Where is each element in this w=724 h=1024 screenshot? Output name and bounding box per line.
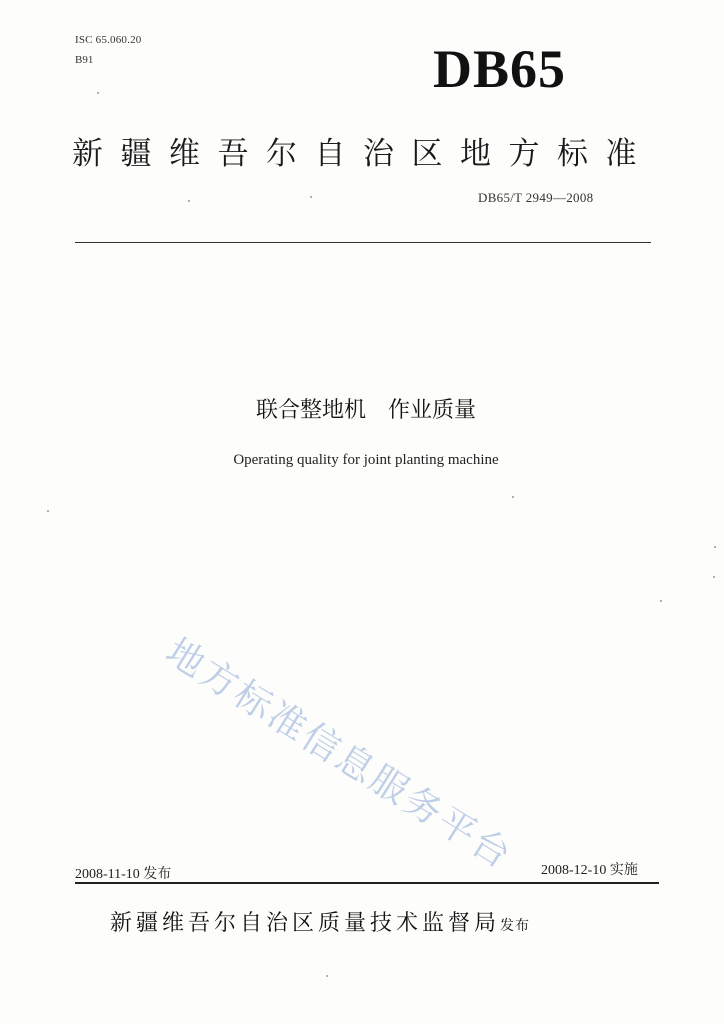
standard-number: DB65/T 2949—2008: [478, 190, 594, 205]
document-title-english: Operating quality for joint planting machine: [233, 452, 499, 468]
standard-logo: DB65: [433, 39, 567, 99]
scan-speck: [326, 975, 328, 977]
footer-divider: [75, 882, 659, 884]
scan-speck: [512, 496, 514, 498]
issue-date: 2008-11-10 发布: [75, 867, 172, 882]
scan-speck: [310, 196, 312, 198]
scan-speck: [660, 600, 662, 602]
title-main: 联合整地机: [255, 398, 366, 423]
publisher-suffix: 发布: [500, 918, 531, 934]
header-divider: [75, 242, 651, 243]
implementation-date: 2008-12-10 实施: [541, 863, 638, 878]
standard-name: 新疆维吾尔自治区地方标准: [72, 136, 654, 172]
publisher-name: 新疆维吾尔自治区质量技术监督局: [110, 911, 501, 936]
watermark: 地方标准信息服务平台: [158, 629, 521, 879]
ics-code: ISC 65.060.20: [75, 34, 142, 46]
publisher: [110, 906, 530, 937]
document-title-chinese: [0, 393, 724, 424]
scan-speck: [714, 546, 716, 548]
scan-speck: [47, 510, 49, 512]
title-sub: 作业质量: [388, 398, 477, 423]
scan-speck: [713, 576, 715, 578]
ccs-code: B91: [75, 54, 94, 66]
scan-speck: [188, 200, 190, 202]
scan-speck: [97, 92, 99, 94]
